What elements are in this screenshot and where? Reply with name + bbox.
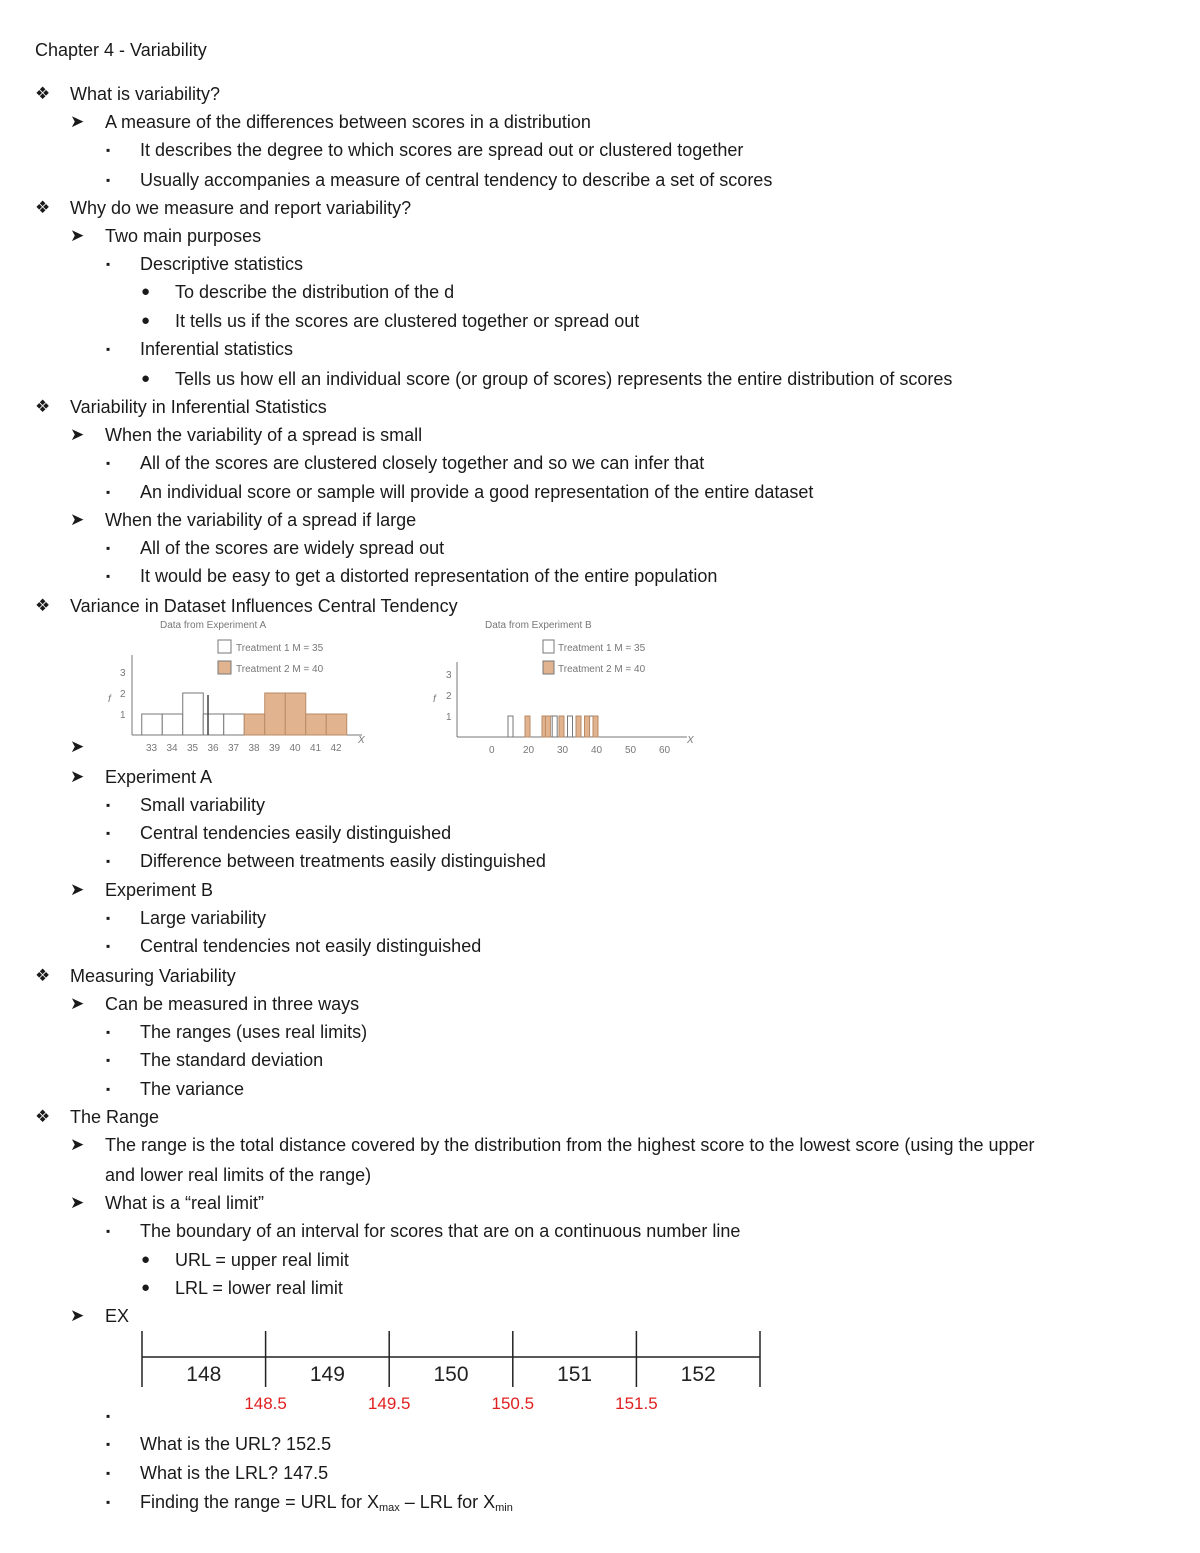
square-bullet-icon: ▪ [106,143,111,157]
bar [183,693,204,735]
square-bullet-icon: ▪ [106,485,111,499]
x-tick-label: 36 [207,743,219,754]
square-bullet-icon: ▪ [106,1437,111,1451]
square-bullet-icon: ▪ [106,798,111,812]
square-bullet-icon: ▪ [106,1053,111,1067]
x-tick-label: 50 [625,745,637,755]
real-limits-number-line [135,1325,775,1415]
outline-line: Variance in Dataset Influences Central Tendency [70,596,458,616]
dot-bullet-icon: ● [141,312,151,329]
x-tick-label: 34 [166,743,178,754]
diamond-bullet-icon: ❖ [35,198,51,217]
square-bullet-icon: ▪ [106,456,111,470]
x-axis-label: X [358,735,365,746]
outline-line: Small variability [140,795,266,815]
outline-line: It tells us if the scores are clustered together or spread out [175,311,640,331]
outline-line: The standard deviation [140,1050,324,1070]
x-tick-label: 40 [591,745,603,755]
arrow-bullet-icon: ➤ [70,1135,85,1154]
arrow-bullet-icon: ➤ [70,425,85,444]
outline-line: Two main purposes [105,226,262,246]
diamond-bullet-icon: ❖ [35,966,51,985]
outline-line: Experiment A [105,767,213,787]
legend-swatch-treatment-1 [543,640,554,653]
square-bullet-icon: ▪ [106,257,111,271]
outline-line: Tells us how ell an individual score (or group of scores) represents the entire distribution of scores [175,369,953,389]
outline-line: What is variability? [70,84,221,104]
legend-label: Treatment 1 M = 35 [558,643,646,654]
diamond-bullet-icon: ❖ [35,1107,51,1126]
square-bullet-icon: ▪ [106,1466,111,1480]
outline-line: Experiment B [105,880,214,900]
arrow-bullet-icon: ➤ [70,510,85,529]
x-tick-label: 41 [310,743,322,754]
real-limit-label: 149.5 [367,1394,411,1413]
outline-line: It describes the degree to which scores are spread out or clustered together [140,140,744,160]
number-line-value: 151 [557,1363,593,1386]
outline-line: Descriptive statistics [140,254,304,274]
outline-line: A measure of the differences between scores in a distribution [105,112,591,132]
bar [559,716,564,737]
arrow-bullet-icon: ➤ [70,880,85,899]
bar [265,693,286,735]
real-limit-label: 150.5 [491,1394,535,1413]
bar [552,716,557,737]
chart-title: Data from Experiment B [485,620,592,631]
legend-swatch-treatment-1 [218,640,231,653]
square-bullet-icon: ▪ [106,854,111,868]
outline-line: Usually accompanies a measure of central tendency to describe a set of scores [140,170,773,190]
x-tick-label: 33 [146,743,158,754]
square-bullet-icon: ▪ [106,1082,111,1096]
outline-line: The ranges (uses real limits) [140,1022,368,1042]
dot-bullet-icon: ● [141,370,151,387]
y-axis-label: f [433,694,436,705]
outline-line: The boundary of an interval for scores that are on a continuous number line [140,1221,741,1241]
outline-line: The Range [70,1107,160,1127]
outline-line: Central tendencies easily distinguished [140,823,452,843]
outline-line: All of the scores are widely spread out [140,538,445,558]
experiment-a-chart [100,615,380,755]
bar [306,714,327,735]
square-bullet-icon: ▪ [106,1224,111,1238]
y-tick-label: 3 [446,670,452,681]
square-bullet-icon: ▪ [106,826,111,840]
bar [576,716,581,737]
legend-label: Treatment 2 M = 40 [236,664,324,675]
square-bullet-icon: ▪ [106,1409,111,1423]
bar [244,714,265,735]
chart-title: Data from Experiment A [160,620,267,631]
square-bullet-icon: ▪ [106,1025,111,1039]
arrow-bullet-icon: ➤ [70,226,85,245]
range-formula-min: min [495,1502,513,1514]
outline-line: It would be easy to get a distorted representation of the entire population [140,566,718,586]
range-formula-middle: – LRL for X [399,1492,496,1512]
square-bullet-icon: ▪ [106,173,111,187]
outline-line: Difference between treatments easily distinguished [140,851,546,871]
number-line-value: 149 [309,1363,345,1386]
outline-line: Large variability [140,908,267,928]
x-axis-label: X [687,735,694,746]
bar [326,714,347,735]
outline-line: Inferential statistics [140,339,294,359]
dot-bullet-icon: ● [141,1251,151,1268]
range-formula-prefix: Finding the range = URL for X [140,1492,379,1512]
x-tick-label: 20 [523,745,535,755]
outline-line: All of the scores are clustered closely together and so we can infer that [140,453,705,473]
legend-swatch-treatment-2 [218,661,231,674]
x-tick-label: 42 [330,743,342,754]
y-tick-label: 1 [120,710,126,721]
x-tick-label: 30 [557,745,569,755]
outline-line: When the variability of a spread is small [105,425,423,445]
bar [568,716,573,737]
square-bullet-icon: ▪ [106,342,111,356]
legend-label: Treatment 2 M = 40 [558,664,646,675]
outline-line: To describe the distribution of the d [175,282,455,302]
x-tick-label: 0 [489,745,495,755]
outline-line: What is the URL? 152.5 [140,1434,332,1454]
bar [142,714,163,735]
range-formula-max: max [378,1502,400,1514]
diamond-bullet-icon: ❖ [35,397,51,416]
outline-line: When the variability of a spread if large [105,510,417,530]
bar [285,693,306,735]
dot-bullet-icon: ● [141,283,151,300]
arrow-bullet-icon: ➤ [70,112,85,131]
arrow-bullet-icon: ➤ [70,1193,85,1212]
x-tick-label: 39 [269,743,281,754]
arrow-bullet-icon: ➤ [70,737,85,756]
legend-swatch-treatment-2 [543,661,554,674]
outline-line: An individual score or sample will provide a good representation of the entire dataset [140,482,814,502]
number-line-value: 152 [680,1363,716,1386]
diamond-bullet-icon: ❖ [35,84,51,103]
diamond-bullet-icon: ❖ [35,596,51,615]
x-tick-label: 35 [187,743,199,754]
dot-bullet-icon: ● [141,1279,151,1296]
outline-line: EX [105,1306,130,1326]
outline-line: Measuring Variability [70,966,236,986]
bar [224,714,245,735]
bar [203,714,224,735]
outline-line: Central tendencies not easily distinguished [140,936,482,956]
x-tick-label: 60 [659,745,671,755]
bar [525,716,530,737]
legend-label: Treatment 1 M = 35 [236,643,324,654]
y-tick-label: 1 [446,712,452,723]
y-axis-label: f [108,694,111,705]
outline-line: What is a “real limit” [105,1193,265,1213]
y-tick-label: 3 [120,668,126,679]
bullet-square-marker: ▪ [106,1495,111,1509]
square-bullet-icon: ▪ [106,911,111,925]
range-formula-text [140,1491,513,1519]
x-tick-label: 40 [289,743,301,754]
arrow-bullet-icon: ➤ [70,767,85,786]
x-tick-label: 38 [248,743,260,754]
bar [585,716,590,737]
outline-line: and lower real limits of the range) [105,1165,372,1185]
page-title: Chapter 4 - Variability [35,40,207,60]
bar [508,716,513,737]
experiment-b-chart [425,615,715,755]
square-bullet-icon: ▪ [106,569,111,583]
number-line-value: 148 [186,1363,222,1386]
square-bullet-icon: ▪ [106,541,111,555]
outline-line: The range is the total distance covered by the distribution from the highest score to the lowest score (using the upper [105,1135,1035,1155]
outline-line: Variability in Inferential Statistics [70,397,327,417]
outline-line: LRL = lower real limit [175,1278,343,1298]
square-bullet-icon: ▪ [106,939,111,953]
outline-line: The variance [140,1079,245,1099]
outline-line: Why do we measure and report variability? [70,198,412,218]
bar [162,714,183,735]
bar [593,716,598,737]
outline-line: What is the LRL? 147.5 [140,1463,329,1483]
number-line-value: 150 [433,1363,469,1386]
outline-line: URL = upper real limit [175,1250,349,1270]
real-limit-label: 148.5 [244,1394,287,1413]
arrow-bullet-icon: ➤ [70,994,85,1013]
real-limit-label: 151.5 [615,1394,658,1413]
y-tick-label: 2 [120,689,126,700]
y-tick-label: 2 [446,691,452,702]
arrow-bullet-icon: ➤ [70,1306,85,1325]
bar [545,716,550,737]
outline-line: Can be measured in three ways [105,994,360,1014]
x-tick-label: 37 [228,743,240,754]
